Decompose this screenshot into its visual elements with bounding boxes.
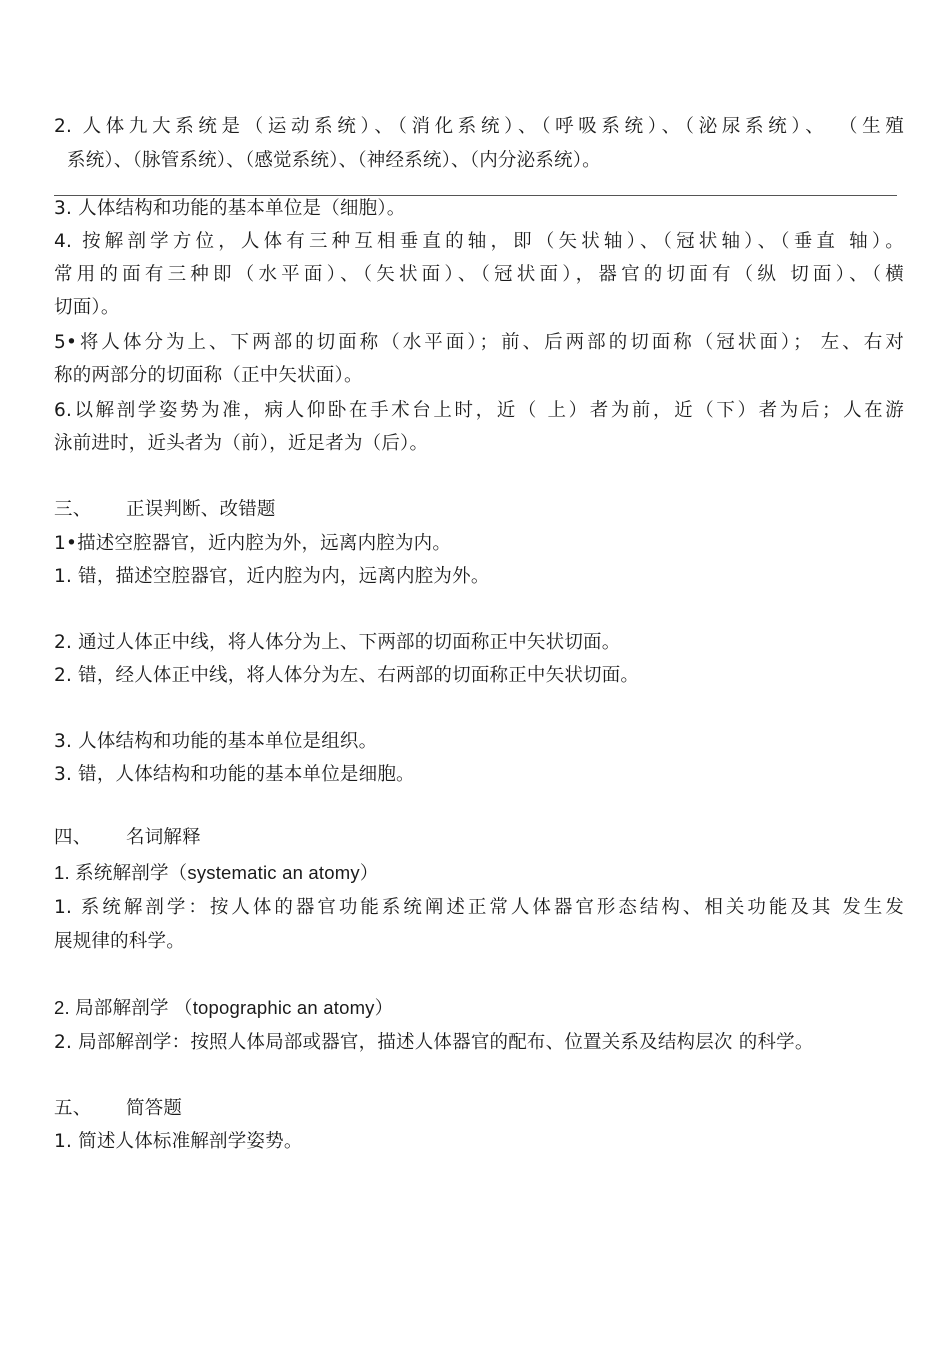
section-4-number: 四、 [54,827,92,848]
q4-line-3: 切面）。 [54,297,120,318]
s3-item-2-answer: 2. 错，经人体正中线，将人体分为左、右两部的切面称正中矢状切面。 [54,665,640,686]
s3-item-3-answer: 3. 错，人体结构和功能的基本单位是细胞。 [54,764,415,785]
s3-item-3-question: 3. 人体结构和功能的基本单位是组织。 [54,731,378,752]
section-3-title: 正误判断、改错题 [126,499,276,520]
section-4-title: 名词解释 [126,827,201,848]
s3-item-1-question: 1•描述空腔器官，近内腔为外，远离内腔为内。 [54,533,452,554]
s4-term-1: 1. 系统解剖学（systematic an atomy） [54,862,379,883]
section-5-number: 五、 [54,1098,92,1119]
s3-item-2-question: 2. 通过人体正中线，将人体分为上、下两部的切面称正中矢状切面。 [54,632,621,653]
q2-line-1: 2. 人体九大系统是（运动系统）、（消化系统）、（呼吸系统）、（泌尿系统）、 （生殖 [54,116,904,137]
q5-line-1: 5•将人体分为上、下两部的切面称（水平面）；前、后两部的切面称（冠状面）； 左、右对 [54,332,904,353]
s4-definition-1-line-1: 1. 系统解剖学：按人体的器官功能系统阐述正常人体器官形态结构、相关功能及其 发生发 [54,897,904,918]
s5-question-1: 1. 简述人体标准解剖学姿势。 [54,1131,303,1152]
s4-term-2: 2. 局部解剖学 （topographic an atomy） [54,997,394,1018]
s4-definition-1-line-2: 展规律的科学。 [54,931,185,952]
section-3-heading [54,493,904,527]
section-3-number: 三、 [54,499,92,520]
section-5-title: 简答题 [126,1098,183,1119]
q4-line-2: 常用的面有三种即（水平面）、（矢状面）、（冠状面），器官的切面有（纵 切面）、（横 [54,264,904,285]
s4-definition-2: 2. 局部解剖学：按照人体局部或器官，描述人体器官的配布、位置关系及结构层次 的科学。 [54,1032,814,1053]
q5-line-2: 称的两部分的切面称（正中矢状面）。 [54,365,363,386]
q3-line: 3. 人体结构和功能的基本单位是（细胞）。 [54,198,406,219]
q6-line-2: 泳前进时，近头者为（前），近足者为（后）。 [54,433,429,454]
section-5-heading [54,1092,904,1126]
q6-line-1: 6.以解剖学姿势为准，病人仰卧在手术台上时，近（ 上）者为前，近（下）者为后；人在游 [54,400,904,421]
q4-line-1: 4. 按解剖学方位，人体有三种互相垂直的轴，即（矢状轴）、（冠状轴）、（垂直 轴）。 [54,231,904,252]
section-4-heading [54,821,904,855]
q2-line-2: 系统）、（脉管系统）、（感觉系统）、（神经系统）、（内分泌系统）。 [67,150,601,171]
s3-item-1-answer: 1. 错，描述空腔器官，近内腔为内，远离内腔为外。 [54,566,490,587]
